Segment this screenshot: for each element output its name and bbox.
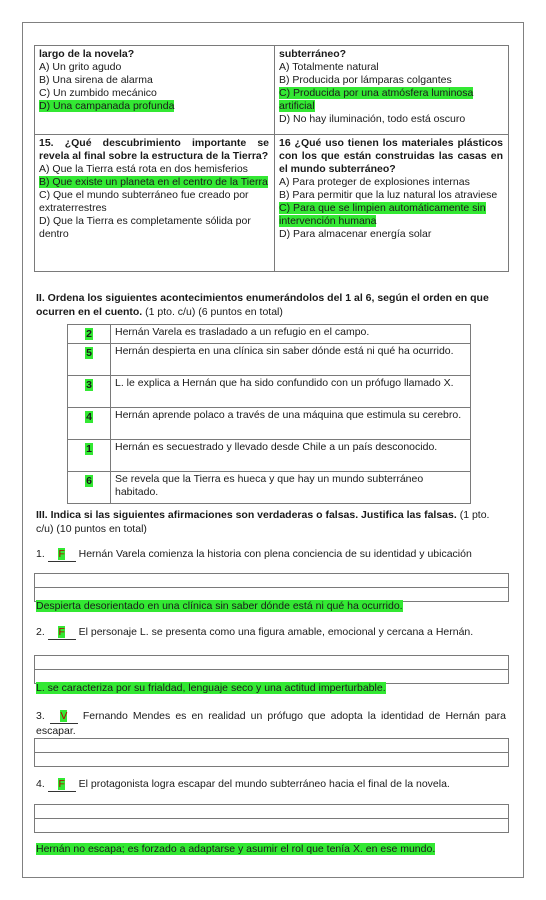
answer-blank[interactable] (48, 625, 76, 640)
question-16-option-c: C) Para que se limpien automáticamente sin intervención humana (279, 202, 486, 227)
question-13-option-d: D) Una campanada profunda (39, 100, 175, 112)
answer-text: L. se caracteriza por su frialdad, lenguaje seco y una actitud imperturbable. (36, 682, 386, 694)
ordering-table (67, 324, 471, 504)
item-number: 2. (36, 626, 45, 638)
event-text: Hernán es secuestrado y llevado desde Chile a un país desconocido. (111, 440, 471, 472)
ordering-row (68, 408, 471, 440)
question-13-cell (35, 46, 275, 135)
section-2-points: (1 pto. c/u) (6 puntos en total) (145, 306, 283, 318)
section-3-points: (1 pto. c/u) (10 puntos en total) (36, 509, 490, 535)
section-2-title: II. Ordena los siguientes acontecimientos enumerándolos del 1 al 6, según el orden en que ocurren en el cuento. (36, 292, 489, 318)
question-15-option-a: A) Que la Tierra está rota en dos hemisferios (39, 163, 248, 175)
justification-answer (36, 843, 435, 856)
question-13-title: largo de la novela? (39, 48, 135, 60)
question-15-cell (35, 135, 275, 272)
question-15-option-c: C) Que el mundo subterráneo fue creado por extraterrestres (39, 189, 249, 214)
statement-text: El personaje L. se presenta como una figura amable, emocional y cercana a Hernán. (78, 626, 474, 638)
justification-answer (36, 682, 386, 695)
event-text: Hernán Varela es trasladado a un refugio en el campo. (111, 325, 471, 344)
ordering-row (68, 325, 471, 344)
question-16-title: 16 ¿Qué uso tienen los materiales plásticos con los que están construidas las casas en el mundo subterráneo? (279, 137, 503, 175)
item-number: 3. (36, 710, 45, 722)
section-3-heading (36, 508, 508, 536)
answer-text: Despierta desorientado en una clínica sin saber dónde está ni qué ha ocurrido. (36, 600, 403, 612)
question-14-option-a: A) Totalmente natural (279, 61, 379, 73)
answer-blank[interactable] (50, 709, 78, 724)
ordering-row (68, 344, 471, 376)
answer-mark: F (58, 778, 65, 790)
question-13-option-b: B) Una sirena de alarma (39, 74, 153, 86)
justification-answer (36, 600, 403, 613)
question-15-option-d: D) Que la Tierra es completamente sólida por dentro (39, 215, 251, 240)
question-15-title: 15. ¿Qué descubrimiento importante se revela al final sobre la estructura de la Tierra? (39, 137, 269, 162)
question-16-option-b: B) Para permitir que la luz natural los atraviese (279, 189, 498, 201)
question-16-option-d: D) Para almacenar energía solar (279, 228, 432, 240)
question-16-option-a: A) Para proteger de explosiones internas (279, 176, 470, 188)
true-false-item-3 (36, 709, 506, 738)
ordering-row (68, 440, 471, 472)
item-number: 4. (36, 778, 45, 790)
event-text: Hernán despierta en una clínica sin saber dónde está ni qué ha ocurrido. (111, 344, 471, 376)
statement-text: Fernando Mendes es en realidad un prófugo que adopta la identidad de Hernán para escapar. (36, 710, 506, 737)
true-false-item-4 (36, 777, 506, 792)
answer-mark: F (58, 548, 65, 560)
question-14-cell (275, 46, 509, 135)
ordering-row (68, 376, 471, 408)
question-16-cell (275, 135, 509, 272)
answer-text: Hernán no escapa; es forzado a adaptarse y asumir el rol que tenía X. en ese mundo. (36, 843, 436, 855)
order-number: 2 (86, 328, 92, 340)
statement-text: El protagonista logra escapar del mundo subterráneo hacia el final de la novela. (78, 778, 450, 790)
order-number: 1 (86, 443, 92, 455)
order-number: 6 (86, 475, 92, 487)
question-13-option-c: C) Un zumbido mecánico (39, 87, 157, 99)
true-false-item-2 (36, 625, 506, 640)
question-14-option-c: C) Producida por una atmósfera luminosa artificial (279, 87, 474, 112)
justification-lines[interactable] (34, 655, 509, 684)
answer-mark: F (58, 626, 65, 638)
event-text: L. le explica a Hernán que ha sido confundido con un prófugo llamado X. (111, 376, 471, 408)
question-14-title: subterráneo? (279, 48, 347, 60)
event-text: Hernán aprende polaco a través de una máquina que estimula su cerebro. (111, 408, 471, 440)
question-14-option-d: D) No hay iluminación, todo está oscuro (279, 113, 466, 125)
section-2-heading (36, 291, 508, 319)
justification-lines[interactable] (34, 804, 509, 833)
ordering-row (68, 472, 471, 504)
section-3-title: III. Indica si las siguientes afirmaciones son verdaderas o falsas. Justifica las falsas. (36, 509, 457, 521)
justification-lines[interactable] (34, 573, 509, 602)
order-number: 4 (86, 411, 92, 423)
order-number: 3 (86, 379, 92, 391)
answer-mark: V (60, 710, 68, 722)
question-13-option-a: A) Un grito agudo (39, 61, 122, 73)
multiple-choice-table (34, 45, 509, 272)
statement-text: Hernán Varela comienza la historia con plena conciencia de su identidad y ubicación (78, 548, 472, 560)
item-number: 1. (36, 548, 45, 560)
question-14-option-b: B) Producida por lámparas colgantes (279, 74, 452, 86)
answer-blank[interactable] (48, 777, 76, 792)
question-15-option-b: B) Que existe un planeta en el centro de la Tierra (39, 176, 268, 188)
justification-lines[interactable] (34, 738, 509, 767)
order-number: 5 (86, 347, 92, 359)
true-false-item-1 (36, 547, 506, 562)
event-text: Se revela que la Tierra es hueca y que hay un mundo subterráneo habitado. (111, 472, 471, 504)
answer-blank[interactable] (48, 547, 76, 562)
